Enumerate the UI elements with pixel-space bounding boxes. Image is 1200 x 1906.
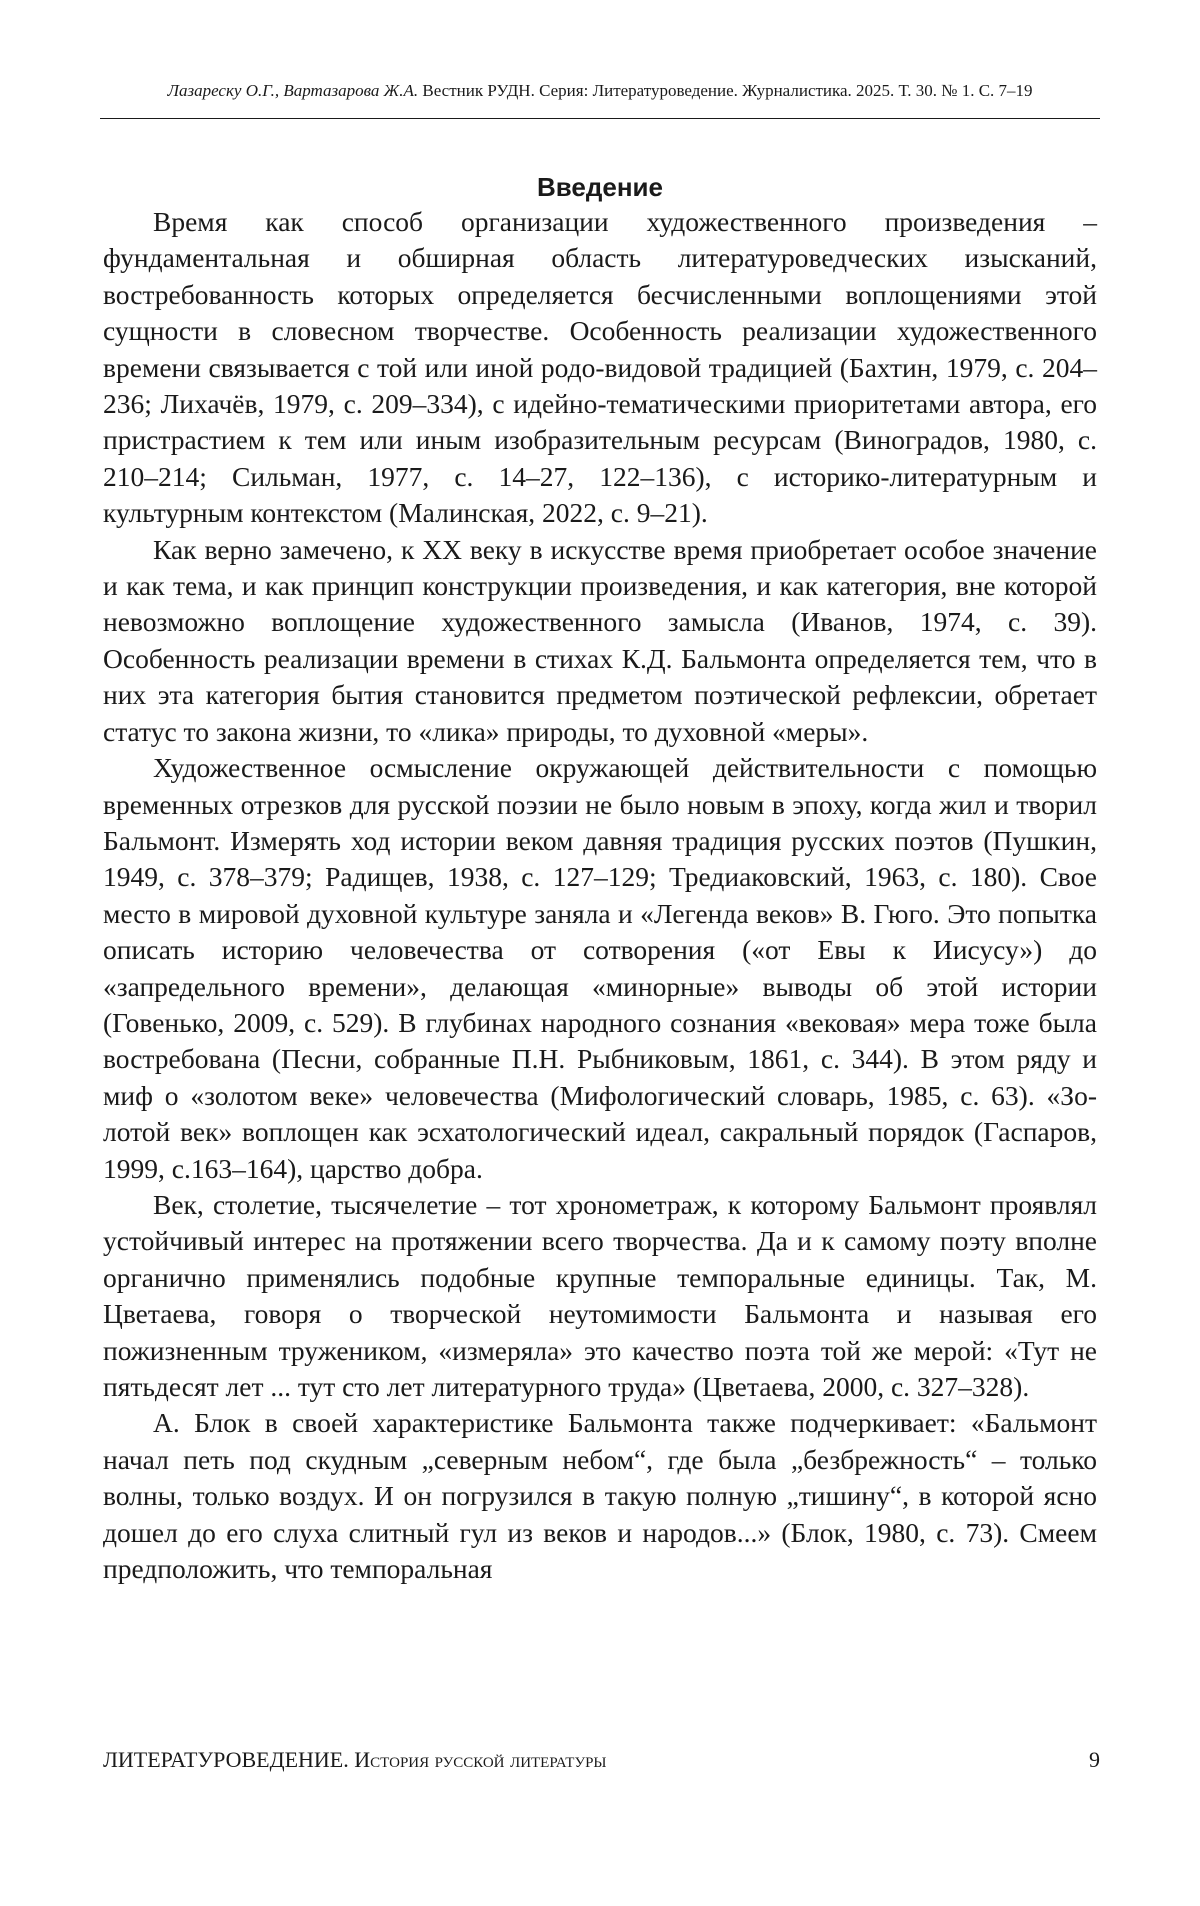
paragraph-4: Век, столетие, тысячелетие – тот хронометраж, к которому Бальмонт проявлял устойчивый интерес на протяжении всего творчества. Да и к самому поэту вполне органично применялись подобные крупные темпоральные единицы. Так, М. Цветаева, говоря о творческой неутомимости Бальмонта и называя его пожизненным тружеником, «измеряла» это качество поэта той же мерой: «Тут не пятьдесят лет ... тут сто лет литературного труда» (Цветаева, 2000, с. 327–328). xyxy=(103,1188,1097,1402)
running-head xyxy=(100,80,1100,102)
article-body xyxy=(103,204,1097,1587)
running-head-authors: Лазареску О.Г., Вартазарова Ж.А. xyxy=(167,81,419,100)
footer-section-title xyxy=(103,1746,607,1774)
paragraph-3: Художественное осмысление окружающей действительности с помощью временных отрезков для русской поэзии не было новым в эпоху, когда жил и творил Бальмонт. Измерять ход истории веком давняя традиция русских поэтов (Пушкин, 1949, с. 378–379; Радищев, 1938, с. 127–129; Тредиаковский, 1963, с. 180). Свое место в мировой духовной культуре заняла и «Легенда веков» В. Гюго. Это попытка описать историю человечества от сотворения («от Евы к Иисусу») до «запредельного времени», делающая «минорные» выводы об этой истории (Говенько, 2009, с. 529). В глубинах народного сознания «вековая» мера тоже была востребована (Песни, собранные П.Н. Рыбниковым, 1861, с. 344). В этом ряду и миф о «золотом веке» человечества (Мифологический словарь, 1985, с. 63). «Золотой век» воплощен как эсхатологический идеал, сакральный порядок (Гаспаров, 1999, с.163–164), царство добра. xyxy=(103,752,1097,1184)
running-head-citation: Вестник РУДН. Серия: Литературоведение. Журналистика. 2025. Т. 30. № 1. С. 7–19 xyxy=(418,81,1033,100)
paragraph-1: Время как способ организации художественного произведения – фундаментальная и обширная область литературоведческих изысканий, востребованность которых определяется бесчисленными воплощениями этой сущности в словесном творчестве. Особенность реализации художественного времени связывается с той или иной родо-видовой традицией (Бахтин, 1979, с. 204–236; Лихачёв, 1979, с. 209–334), с идейно-тематическими приоритетами автора, его пристрастием к тем или иным изобразительным ресурсам (Виноградов, 1980, с. 210–214; Сильман, 1977, с. 14–27, 122–136), с историко-литературным и культурным контекстом (Малинская, 2022, с. 9–21). xyxy=(103,206,1097,529)
page-number: 9 xyxy=(1089,1747,1100,1772)
paragraph-2: Как верно замечено, к ХХ веку в искусстве время приобретает особое значение и как тема, и как принцип конструкции произведения, и как категория, вне которой невозможно воплощение художественного замысла (Иванов, 1974, с. 39). Особенность реализации времени в стихах К.Д. Бальмонта определяется тем, что в них эта категория бытия становится предметом поэтической рефлексии, обретает статус то закона жизни, то «лика» природы, то духовной «меры». xyxy=(103,533,1097,747)
footer-section-sub: История русской литературы xyxy=(348,1747,607,1772)
section-heading: Введение xyxy=(537,171,663,202)
footer-section-main: ЛИТЕРАТУРОВЕДЕНИЕ. xyxy=(103,1747,349,1772)
header-rule xyxy=(100,118,1100,119)
paragraph-5: А. Блок в своей характеристике Бальмонта также подчеркивает: «Бальмонт начал петь под скудным „северным небом“, где была „безбрежность“ – только волны, только воздух. И он погрузился в такую полную „тишину“, в которой ясно дошел до его слуха слитный гул из веков и народов...» (Блок, 1980, с. 73). Смеем предположить, что темпоральная xyxy=(103,1407,1097,1585)
